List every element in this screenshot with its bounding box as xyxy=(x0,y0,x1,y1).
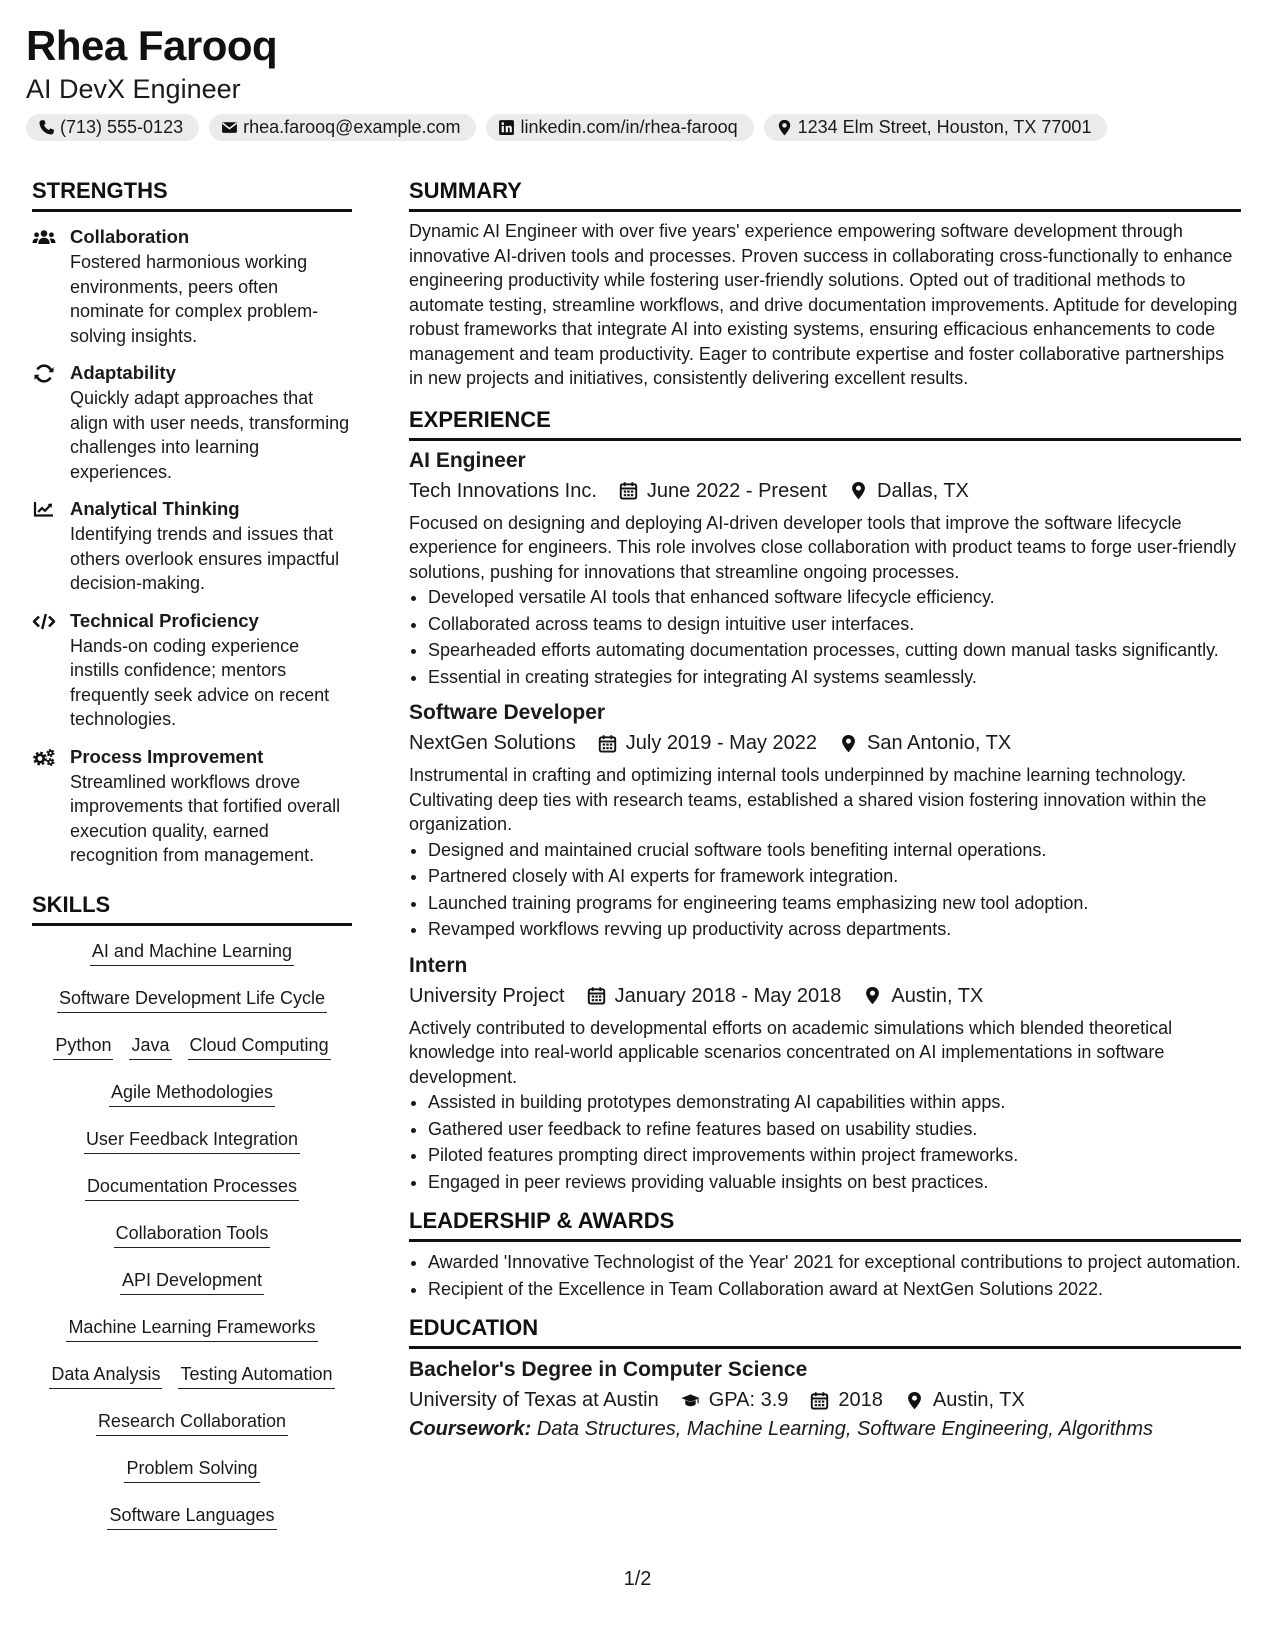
contact-email-text: rhea.farooq@example.com xyxy=(243,117,461,137)
job-title: Intern xyxy=(409,953,468,977)
calendar-icon xyxy=(810,1391,829,1410)
education-entry xyxy=(409,1356,1241,1441)
school-name: University of Texas at Austin xyxy=(409,1389,659,1411)
skill-row xyxy=(66,1316,317,1342)
skill-row xyxy=(57,987,327,1013)
skill-tag: Testing Automation xyxy=(178,1363,334,1389)
job-entry xyxy=(409,447,1241,690)
strength-description: Identifying trends and issues that others overlook ensures impactful decision-making. xyxy=(70,524,340,593)
job-bullet: • Gathered user feedback to refine features based on usability studies. xyxy=(428,1117,1241,1142)
strength-item xyxy=(32,496,352,596)
skill-row xyxy=(124,1457,259,1483)
job-bullet: • Collaborated across teams to design intuitive user interfaces. xyxy=(428,612,1241,637)
map-pin-icon xyxy=(863,986,882,1005)
skill-tag: Collaboration Tools xyxy=(114,1222,271,1248)
coursework xyxy=(409,1418,1241,1441)
job-bullet: • Spearheaded efforts automating documentation processes, cutting down manual tasks significantly. xyxy=(428,638,1241,663)
skill-row xyxy=(109,1081,275,1107)
awards-heading: LEADERSHIP & AWARDS xyxy=(409,1208,1241,1242)
skill-row xyxy=(84,1128,300,1154)
job-bullet: • Designed and maintained crucial software tools benefiting internal operations. xyxy=(428,838,1241,863)
job-dates: January 2018 - May 2018 xyxy=(614,984,842,1007)
job-bullet: • Piloted features prompting direct improvements within project frameworks. xyxy=(428,1143,1241,1168)
skill-tag: Java xyxy=(129,1034,171,1060)
job-description: Instrumental in crafting and optimizing internal tools underpinned by machine learning technology. Cultivating deep ties with research teams, established a shared vision fostering innovation within the organization. xyxy=(409,765,1207,834)
skill-tag: User Feedback Integration xyxy=(84,1128,300,1154)
awards-list xyxy=(409,1250,1241,1301)
linkedin-icon xyxy=(498,119,515,136)
summary-heading: SUMMARY xyxy=(409,178,1241,212)
skill-tag: Research Collaboration xyxy=(96,1410,288,1436)
award-item: • Awarded 'Innovative Technologist of the Year' 2021 for exceptional contributions to project automation. xyxy=(428,1250,1241,1275)
education-meta xyxy=(409,1386,1241,1414)
users-icon xyxy=(32,228,56,247)
strength-item xyxy=(32,608,352,732)
degree-title: Bachelor's Degree in Computer Science xyxy=(409,1358,808,1381)
calendar-icon xyxy=(587,986,606,1005)
job-bullet: • Assisted in building prototypes demonstrating AI capabilities within apps. xyxy=(428,1090,1241,1115)
gears-icon xyxy=(32,748,56,767)
job-bullet: • Partnered closely with AI experts for framework integration. xyxy=(428,864,1241,889)
skill-row xyxy=(96,1410,288,1436)
job-description: Focused on designing and deploying AI-driven developer tools that improve the software lifecycle experience for engineers. This role involves close collaboration with product teams to forge user-friendly solutions, pushing for innovations that streamline ongoing processes. xyxy=(409,512,1237,582)
skill-tag: Machine Learning Frameworks xyxy=(66,1316,317,1342)
skill-row xyxy=(90,940,294,966)
calendar-icon xyxy=(598,734,617,753)
skill-tag: Problem Solving xyxy=(124,1457,259,1483)
contact-phone-text: (713) 555-0123 xyxy=(60,117,184,137)
job-bullets xyxy=(409,1090,1241,1194)
contact-address xyxy=(764,114,1108,141)
job-company: NextGen Solutions xyxy=(409,732,576,754)
education-heading: EDUCATION xyxy=(409,1315,1241,1349)
skill-tag: Cloud Computing xyxy=(188,1034,331,1060)
job-entry xyxy=(409,952,1241,1195)
job-location: Austin, TX xyxy=(891,984,984,1007)
skill-row xyxy=(49,1363,334,1389)
job-bullets xyxy=(409,838,1241,942)
contact-email[interactable] xyxy=(209,114,476,141)
skill-tag: Data Analysis xyxy=(49,1363,162,1389)
skills-heading: SKILLS xyxy=(32,892,352,926)
envelope-icon xyxy=(221,119,238,136)
job-description: Actively contributed to developmental efforts on academic simulations which blended theoretical knowledge into real-world applicable scenarios concentrated on AI implementations in software development. xyxy=(409,1017,1173,1087)
map-pin-icon xyxy=(849,481,868,500)
skill-row xyxy=(114,1222,271,1248)
contact-phone[interactable] xyxy=(26,114,199,141)
job-meta xyxy=(409,729,1241,757)
job-bullet: • Revamped workflows revving up productivity across departments. xyxy=(428,917,1241,942)
strength-description: Streamlined workflows drove improvements that fortified overall execution quality, earned recognition from management. xyxy=(70,771,341,865)
job-dates: June 2022 - Present xyxy=(646,479,828,502)
skills-list xyxy=(32,940,352,1551)
right-column xyxy=(409,178,1241,1441)
coursework-label: Coursework: xyxy=(409,1418,532,1440)
strength-item xyxy=(32,744,352,868)
skill-tag: Software Development Life Cycle xyxy=(57,987,327,1013)
job-bullet: • Essential in creating strategies for integrating AI systems seamlessly. xyxy=(428,665,1241,690)
coursework-list: Data Structures, Machine Learning, Software Engineering, Algorithms xyxy=(536,1418,1154,1440)
strength-title: Process Improvement xyxy=(70,745,264,767)
job-title: Software Developer xyxy=(409,701,606,724)
graduation-cap-icon xyxy=(681,1391,700,1410)
contact-linkedin-text: linkedin.com/in/rhea-farooq xyxy=(520,117,738,137)
skill-row xyxy=(85,1175,299,1201)
strength-title: Technical Proficiency xyxy=(70,609,259,631)
sync-icon xyxy=(32,364,56,383)
chart-line-icon xyxy=(32,500,56,519)
job-bullet: • Launched training programs for engineering teams emphasizing new tool adoption. xyxy=(428,891,1241,916)
award-item: • Recipient of the Excellence in Team Collaboration award at NextGen Solutions 2022. xyxy=(428,1277,1241,1302)
skill-tag: Agile Methodologies xyxy=(109,1081,275,1107)
map-pin-icon xyxy=(905,1391,924,1410)
contact-linkedin[interactable] xyxy=(486,114,753,141)
school-location: Austin, TX xyxy=(932,1389,1025,1411)
strength-title: Collaboration xyxy=(70,226,190,247)
map-pin-icon xyxy=(839,734,858,753)
job-bullet: • Developed versatile AI tools that enhanced software lifecycle efficiency. xyxy=(428,585,1241,610)
strength-item xyxy=(32,224,352,348)
job-meta xyxy=(409,477,1241,505)
code-icon xyxy=(32,612,56,631)
strength-title: Adaptability xyxy=(70,362,176,383)
strength-description: Hands-on coding experience instills confidence; mentors frequently seek advice on recent technologies. xyxy=(70,635,330,729)
candidate-name: Rhea Farooq xyxy=(26,22,278,69)
skill-row xyxy=(53,1034,330,1060)
job-company: University Project xyxy=(409,984,565,1007)
skill-tag: Documentation Processes xyxy=(85,1175,299,1201)
job-title: AI Engineer xyxy=(409,448,526,472)
job-location: Dallas, TX xyxy=(877,479,969,502)
skill-tag: AI and Machine Learning xyxy=(90,940,294,966)
job-entry xyxy=(409,699,1241,942)
job-bullets xyxy=(409,585,1241,689)
summary-text: Dynamic AI Engineer with over five years' experience empowering software development through innovative AI-driven tools and processes. Proven success in collaborating cross-functionally to enhance engineering productivity while fostering user-friendly solutions. Opted out of traditional methods to automate testing, streamline workflows, and drive documentation improvements. Aptitude for developing robust frameworks that integrate AI into existing systems, ensuring efficacious enhancements to code management and team productivity. Eager to contribute expertise and foster collaborative partnerships in new projects and initiatives, consistently delivering excellent results. xyxy=(409,221,1238,388)
skill-row xyxy=(120,1269,264,1295)
job-meta xyxy=(409,982,1241,1010)
graduation-year: 2018 xyxy=(838,1389,883,1411)
job-location: San Antonio, TX xyxy=(867,732,1012,754)
phone-icon xyxy=(38,119,55,136)
skill-tag: Python xyxy=(53,1034,113,1060)
job-title-headline: AI DevX Engineer xyxy=(26,74,241,104)
job-bullet: • Engaged in peer reviews providing valuable insights on best practices. xyxy=(428,1170,1241,1195)
contact-address-text: 1234 Elm Street, Houston, TX 77001 xyxy=(797,117,1092,137)
contact-bar xyxy=(26,114,1107,141)
job-company: Tech Innovations Inc. xyxy=(409,479,597,502)
left-column xyxy=(32,178,352,1551)
strength-item xyxy=(32,360,352,484)
page-number: 1/2 xyxy=(623,1568,652,1590)
job-dates: July 2019 - May 2022 xyxy=(625,732,817,754)
strength-description: Fostered harmonious working environments, peers often nominate for complex problem-solving insights. xyxy=(70,252,319,346)
strength-description: Quickly adapt approaches that align with user needs, transforming challenges into learning experiences. xyxy=(70,388,350,482)
calendar-icon xyxy=(619,481,638,500)
map-pin-icon xyxy=(776,119,793,136)
skill-tag: API Development xyxy=(120,1269,264,1295)
gpa: GPA: 3.9 xyxy=(708,1389,789,1411)
experience-heading: EXPERIENCE xyxy=(409,407,1241,441)
strengths-heading: STRENGTHS xyxy=(32,178,352,212)
skill-row xyxy=(107,1504,276,1530)
skill-tag: Software Languages xyxy=(107,1504,276,1530)
strength-title: Analytical Thinking xyxy=(70,498,240,519)
